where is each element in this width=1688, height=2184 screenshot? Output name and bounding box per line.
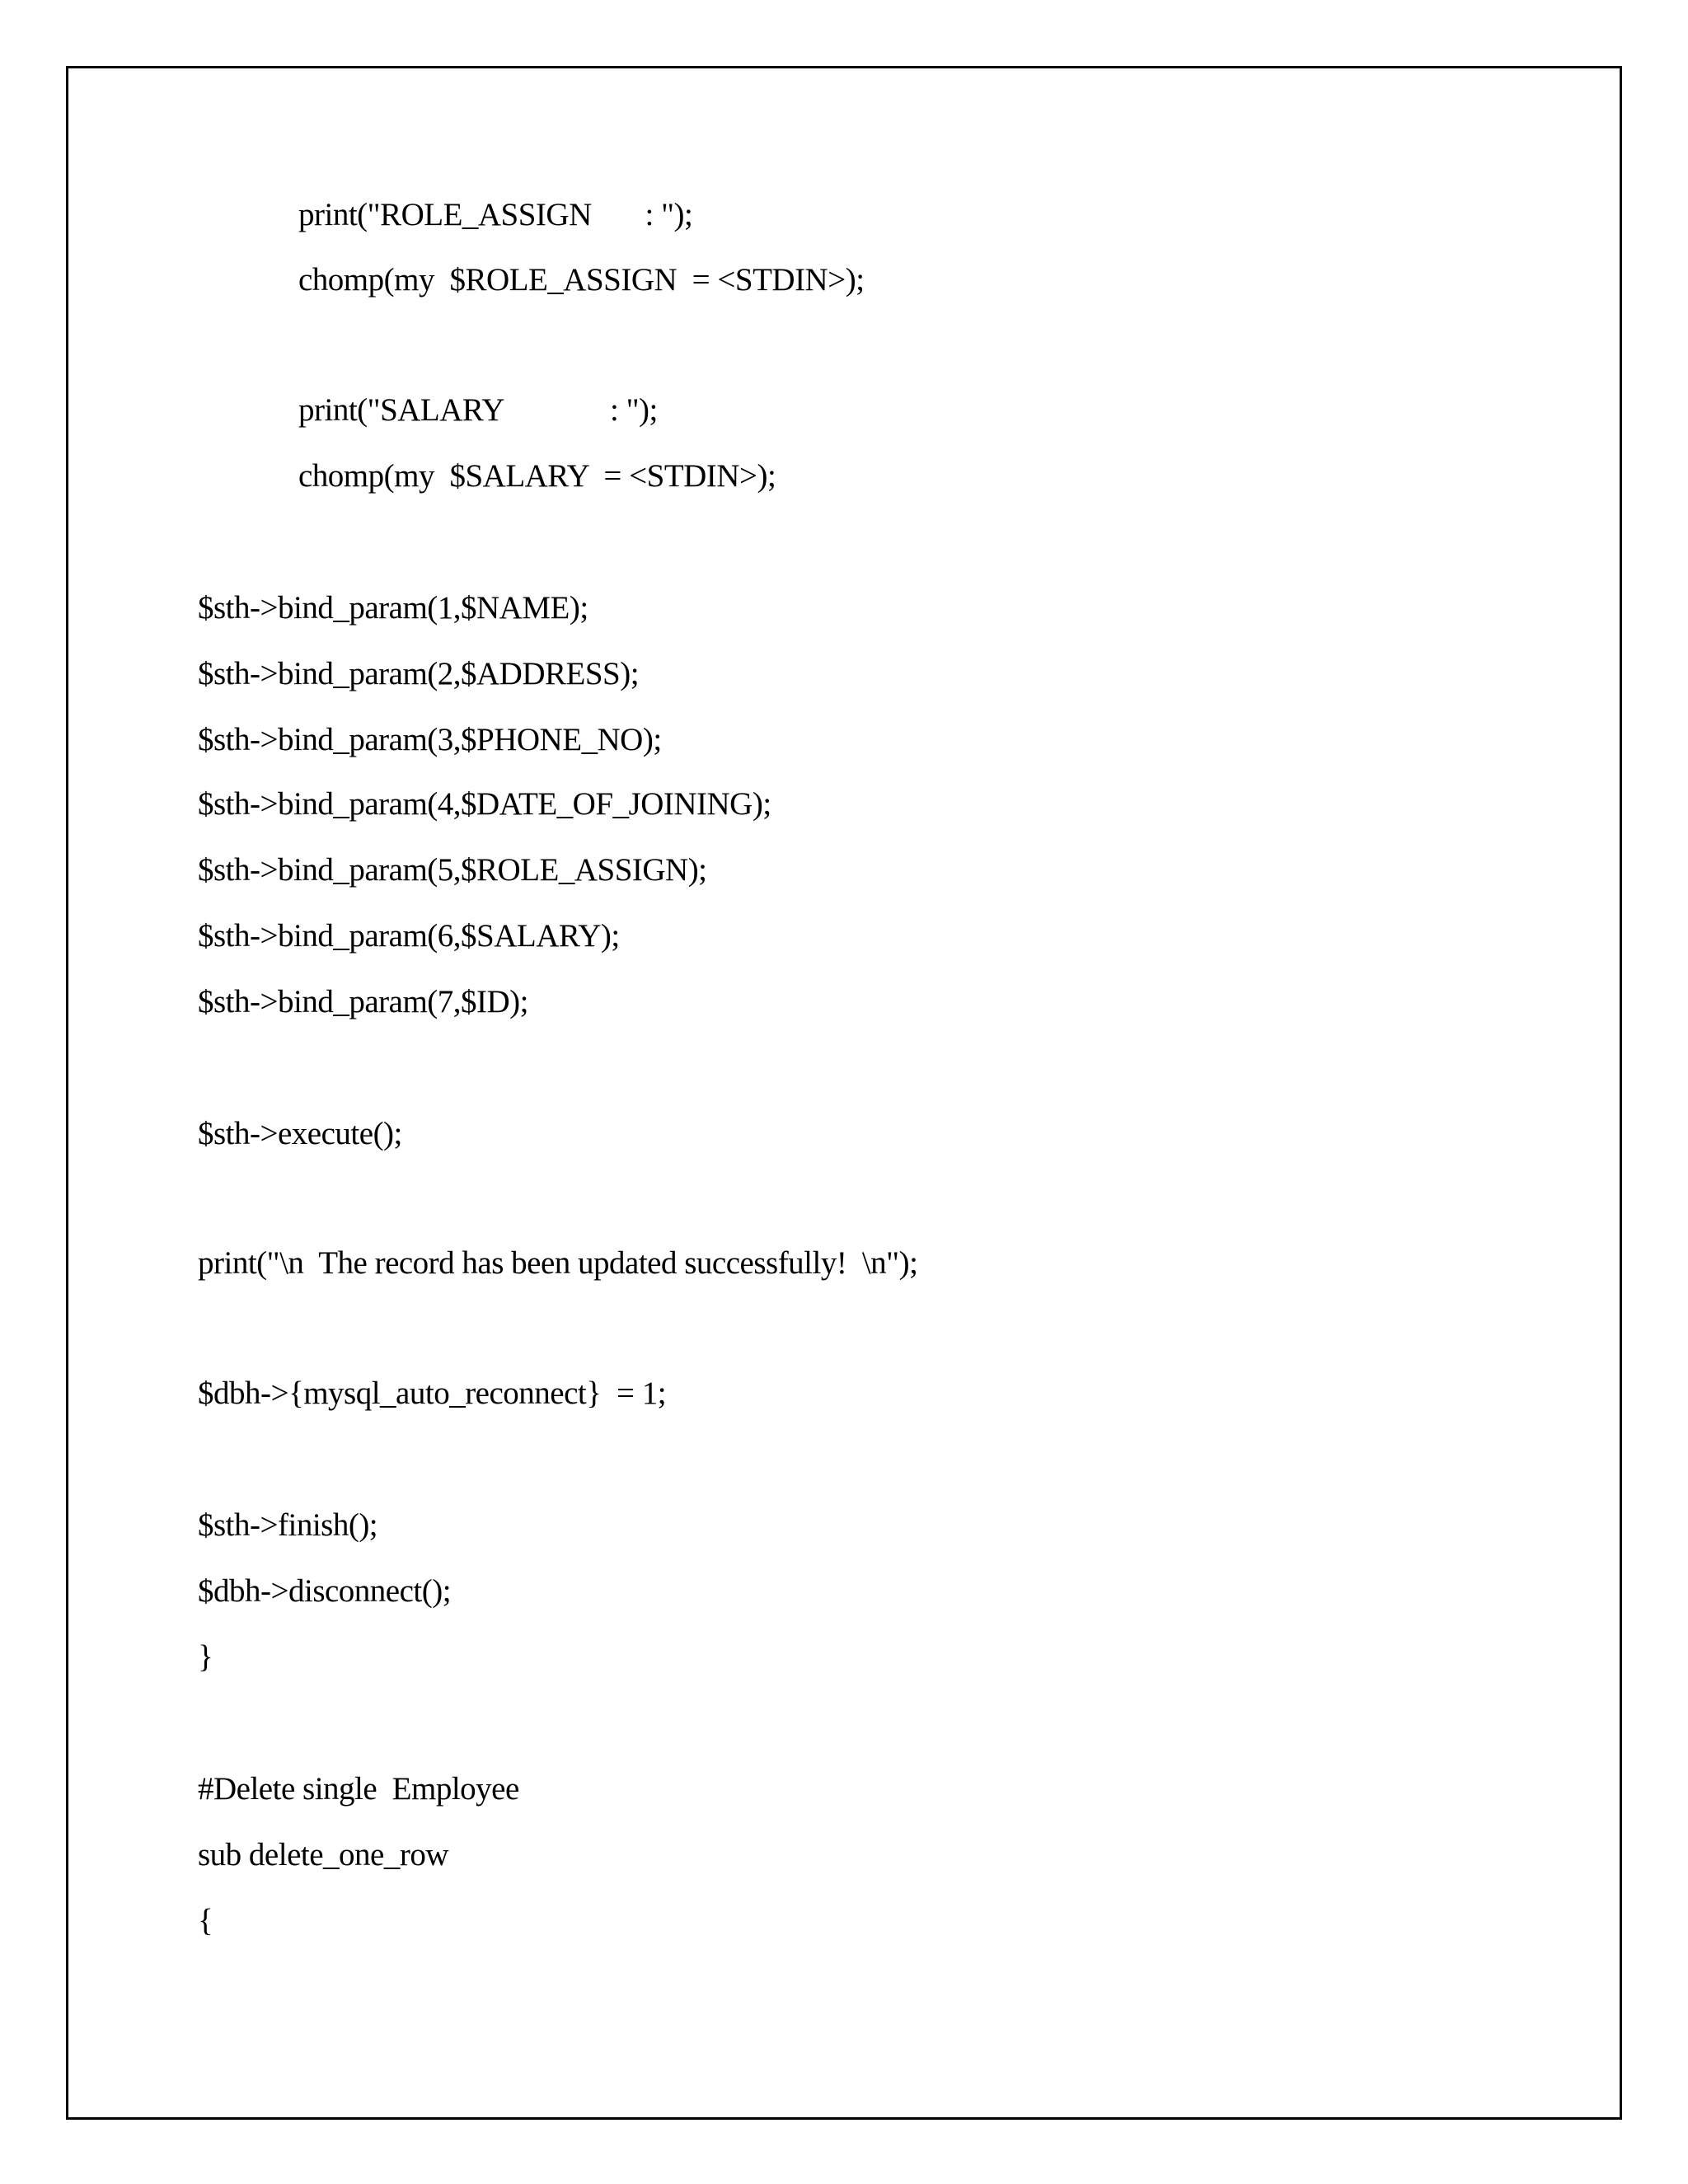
code-line-finish: $sth->finish(); xyxy=(198,1507,378,1543)
code-line-sub-delete-one-row: sub delete_one_row xyxy=(198,1837,448,1872)
code-line-disconnect: $dbh->disconnect(); xyxy=(198,1573,452,1609)
code-line-closing-brace: } xyxy=(198,1639,213,1675)
code-line-bind-param-5: $sth->bind_param(5,$ROLE_ASSIGN); xyxy=(198,852,707,888)
code-line-print-salary: print("SALARY : "); xyxy=(298,392,658,428)
code-line-chomp-role-assign: chomp(my $ROLE_ASSIGN = <STDIN>); xyxy=(298,262,865,298)
code-line-bind-param-7: $sth->bind_param(7,$ID); xyxy=(198,984,528,1019)
code-line-comment-delete: #Delete single Employee xyxy=(198,1771,519,1807)
code-line-bind-param-1: $sth->bind_param(1,$NAME); xyxy=(198,590,588,626)
code-line-bind-param-3: $sth->bind_param(3,$PHONE_NO); xyxy=(198,722,662,757)
code-line-print-success: print("\n The record has been updated successfully! \n"); xyxy=(198,1245,918,1281)
code-line-execute: $sth->execute(); xyxy=(198,1116,402,1151)
code-line-bind-param-2: $sth->bind_param(2,$ADDRESS); xyxy=(198,656,640,691)
code-line-opening-brace: { xyxy=(198,1903,213,1938)
code-line-auto-reconnect: $dbh->{mysql_auto_reconnect} = 1; xyxy=(198,1376,667,1411)
code-line-bind-param-6: $sth->bind_param(6,$SALARY); xyxy=(198,918,620,954)
code-line-chomp-salary: chomp(my $SALARY = <STDIN>); xyxy=(298,458,776,494)
page-border xyxy=(66,66,1622,2120)
code-line-print-role-assign: print("ROLE_ASSIGN : "); xyxy=(298,197,693,232)
code-line-bind-param-4: $sth->bind_param(4,$DATE_OF_JOINING); xyxy=(198,786,771,822)
